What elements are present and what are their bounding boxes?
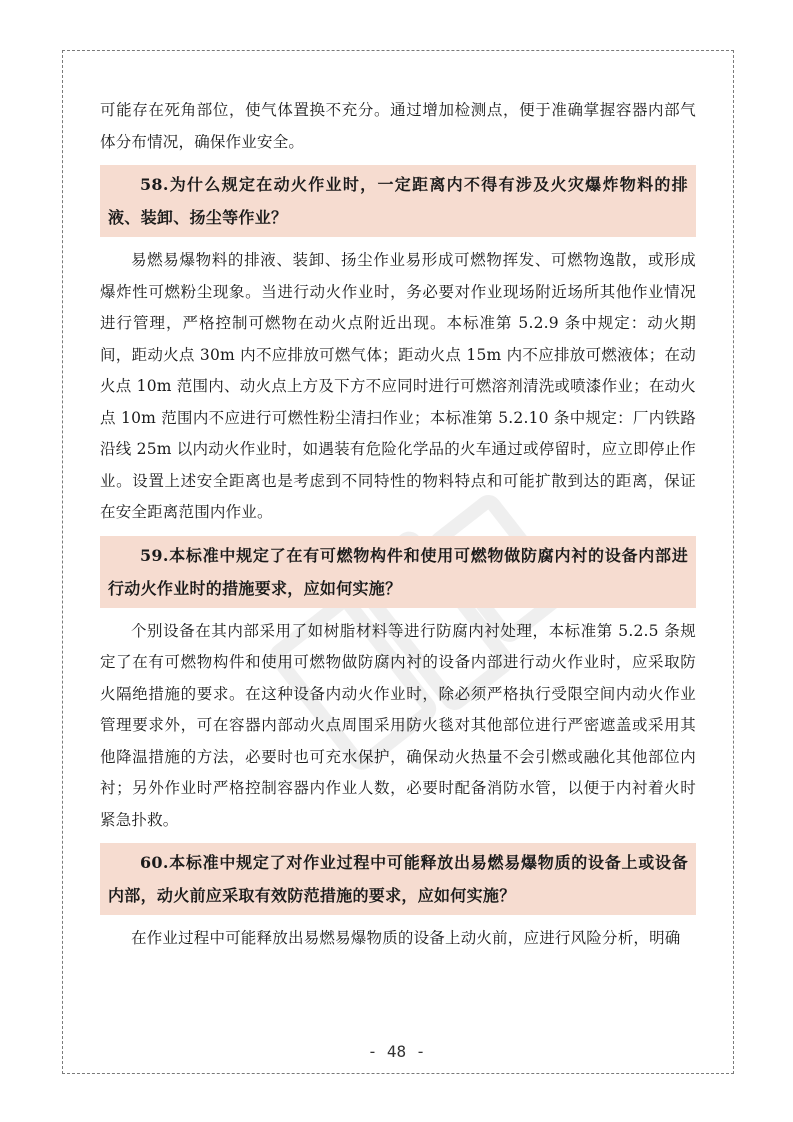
body-paragraph: 个别设备在其内部采用了如树脂材料等进行防腐内衬处理，本标准第 5.2.5 条规定了在有可燃物构件和使用可燃物做防腐内衬的设备内部进行动火作业时，应采取防火隔绝措施的要求。在这种设备内动火作业时，除必须严格执行受限空间内动火作业管理要求外，可在容器内部动火点周围采用防火毯对其他部位进行严密遮盖或采用其他降温措施的方法，必要时也可充水保护，确保动火热量不会引燃或融化其他部位内衬；另外作业时严格控制容器内作业人数，必要时配备消防水管，以便于内衬着火时紧急扑救。	[100, 621, 696, 829]
question-heading	[100, 536, 696, 608]
body-paragraph: 易燃易爆物料的排液、装卸、扬尘作业易形成可燃物挥发、可燃物逸散，或形成爆炸性可燃粉尘现象。当进行动火作业时，务必要对作业现场附近场所其他作业情况进行管理，严格控制可燃物在动火点附近出现。本标准第 5.2.9 条中规定：动火期间，距动火点 30m 内不应排放可燃气体；距动火点 15m 内不应排放可燃液体；在动火点 10m 范围内、动火点上方及下方不应同时进行可燃溶剂清洗或喷漆作业；在动火点 10m 范围内不应进行可燃性粉尘清扫作业；本标准第 5.2.10 条中规定：厂内铁路沿线 25m 以内动火作业时，如遇装有危险化学品的火车通过或停留时，应立即停止作业。设置上述安全距离也是考虑到不同特性的物料特点和可能扩散到达的距离，保证在安全距离范围内作业。	[100, 251, 696, 521]
question-text: 59.本标准中规定了在有可燃物构件和使用可燃物做防腐内衬的设备内部进行动火作业时的措施要求，应如何实施？	[108, 545, 688, 598]
page-number: - 48 -	[367, 1042, 426, 1061]
body-paragraph: 在作业过程中可能释放出易燃易爆物质的设备上动火前，应进行风险分析，明确	[131, 929, 681, 947]
question-text: 60.本标准中规定了对作业过程中可能释放出易燃易爆物质的设备上或设备内部，动火前应采取有效防范措施的要求，应如何实施？	[108, 853, 688, 905]
question-heading	[100, 165, 696, 237]
body-paragraph: 可能存在死角部位，使气体置换不充分。通过增加检测点，便于准确掌握容器内部气体分布情况，确保作业安全。	[100, 101, 696, 151]
document-body	[100, 95, 696, 955]
question-heading	[100, 843, 696, 915]
question-text: 58.为什么规定在动火作业时，一定距离内不得有涉及火灾爆炸物料的排液、装卸、扬尘等作业？	[108, 175, 688, 227]
